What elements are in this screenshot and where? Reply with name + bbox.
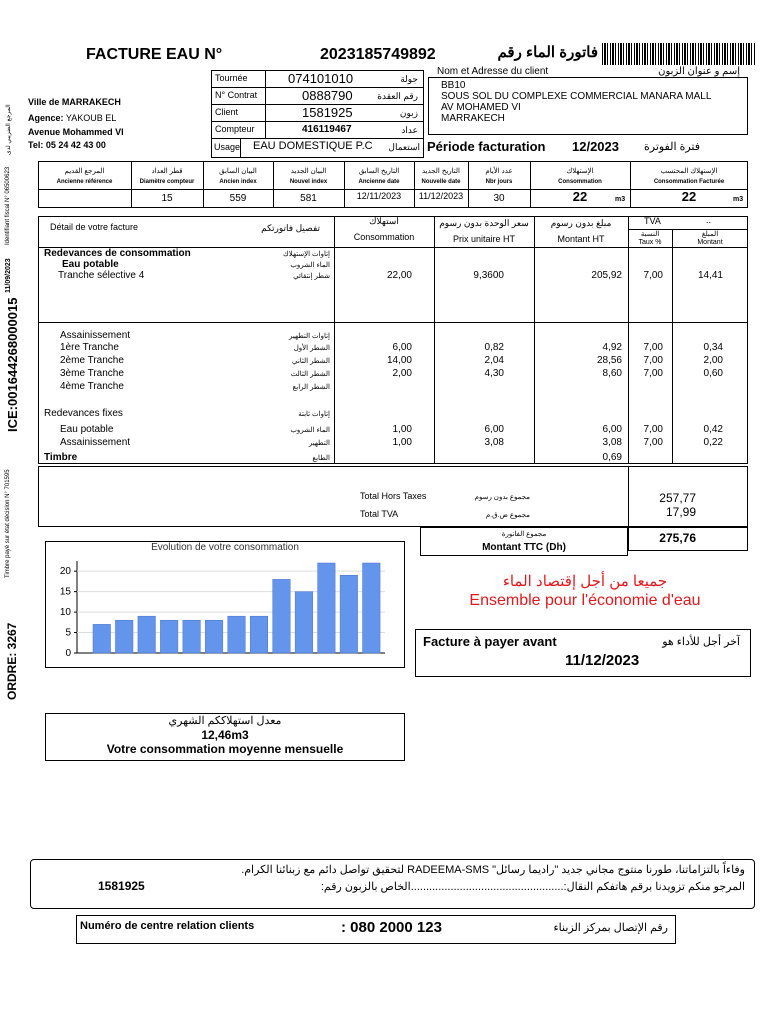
detail-cons: 2,00 [392,368,412,379]
vertical-date: 11/09/2023 [5,258,12,293]
meter-header-ar: التاريخ الجديد [421,168,460,175]
meter-header-fr: Consommation [558,179,602,185]
detail-row-label-ar: إتاوات الإستهلاك [283,251,330,258]
field-value-contrat: 0888790 [302,88,353,103]
average-ar: معدل استهلاككم الشهري [168,715,282,727]
detail-row-label-ar: الماء الشروب [290,427,330,434]
chart-bar [250,616,268,653]
detail-cons: 1,00 [392,424,412,435]
meter-header-ar: قطر العداد [151,168,183,175]
client-address-line: AV MOHAMED VI [441,102,521,113]
agency-tel: Tel: 05 24 42 43 00 [28,140,106,150]
meter-header-fr: Nouvel index [289,179,328,185]
chart-bar [205,620,223,653]
sms-client-number: 1581925 [98,879,145,893]
meter-header-fr: Consommation Facturée [653,179,725,185]
chart-y-tick-label: 15 [59,586,71,598]
detail-amount-ht: 0,69 [602,452,622,463]
client-label: Nom et Adresse du client [437,66,549,77]
detail-row-label-ar: الطابع [312,455,330,462]
total-ht-value: 257,77 [659,491,696,505]
field-label-client: Client [215,107,239,117]
detail-unit-price: 2,04 [484,355,504,366]
detail-row-label-ar: الشطر الثاني [292,358,330,365]
meter-header-fr: Ancienne référence [56,179,113,185]
sms-line1: وفاءاً بالتزاماتنا، طورنا منتوج مجاني جديد "راديما رسائل" RADEEMA-SMS لتحقيق تواصل دائم مع زبنائنا الكرام. [241,864,745,876]
meter-value: 15 [161,193,173,204]
meter-value: 22 [572,189,588,204]
meter-header-fr: Nouvelle date [421,179,461,185]
detail-tva-rate: 7,00 [643,424,663,435]
detail-unit-price: 9,3600 [473,270,504,281]
col-mht-ar: مبلغ بدون رسوم [550,218,612,228]
detail-header: Détail de votre facture [50,222,139,232]
meter-header-ar: المرجع القديم [64,168,105,175]
total-ht-label: Total Hors Taxes [360,491,427,501]
detail-row-label: Assainissement [60,330,131,341]
field-value-compteur: 416119467 [302,124,352,135]
col-pu-fr: Prix unitaire HT [452,234,515,244]
detail-amount-ht: 8,60 [602,368,622,379]
client-address-line: SOUS SOL DU COMPLEXE COMMERCIAL MANARA MALL [441,91,712,102]
detail-tva-amount: 0,42 [703,424,723,435]
detail-unit-price: 3,08 [484,437,504,448]
detail-header-ar: تفصيل فاتورتكم [261,223,320,233]
total-tva-value: 17,99 [665,505,696,519]
contact-label: Numéro de centre relation clients [80,920,255,932]
detail-row-label: Assainissement [60,437,131,448]
detail-amount-ht: 28,56 [596,355,622,366]
average-value: 12,46m3 [201,728,249,742]
chart-bar [273,579,291,653]
average-label: Votre consommation moyenne mensuelle [106,742,344,756]
detail-unit-price: 4,30 [484,368,504,379]
ttc-value: 275,76 [659,531,696,545]
meter-header-fr: Diamètre compteur [139,179,195,185]
detail-unit-price: 0,82 [484,342,504,353]
detail-row-label-ar: الشطر الرابع [292,384,330,391]
chart-bar [138,616,156,653]
chart-bar [295,592,313,653]
consumption-chart [45,553,405,667]
detail-tva-rate: 7,00 [643,437,663,448]
detail-row-label-ar: الشطر الثالث [290,371,330,378]
detail-cons: 14,00 [386,355,412,366]
invoice-number: 2023185749892 [320,46,436,63]
detail-row-label: Redevances de consommation [44,248,191,259]
detail-amount-ht: 6,00 [602,424,622,435]
chart-bar [160,620,178,653]
sms-line2: المرجو منكم تزويدنا برقم هاتفكم النقال:..................................................الخاص بالزبون رقم: [320,881,745,893]
total-tva-label-ar: مجموع ض.ق.م [485,512,530,519]
chart-y-tick-label: 5 [65,627,71,639]
meter-header-ar: البيان السابق [219,168,257,175]
chart-bar [228,616,246,653]
detail-cons: 6,00 [392,342,412,353]
detail-row-label: Redevances fixes [44,408,123,419]
col-taux-fr: Taux % [638,239,662,246]
detail-cons: 22,00 [386,270,412,281]
timbre-text: Timbre payé sur état décision N° 701595 [5,469,11,578]
agency [28,113,116,123]
field-value-client: 1581925 [302,105,353,120]
meter-header-ar: عدد الأيام [485,168,513,175]
chart-bar [93,624,111,653]
col-cons-fr: Consommation [353,232,415,242]
col-montant-fr: Montant [697,239,723,246]
due-label: Facture à payer avant [423,634,557,649]
chart-bar [340,575,358,653]
meter-value: 30 [493,193,505,204]
detail-unit-price: 6,00 [484,424,504,435]
detail-row-label: Timbre [44,452,78,463]
period-value: 12/2023 [572,139,619,154]
slogan-fr: Ensemble pour l'économie d'eau [469,592,701,609]
agency-label: Agence: [28,113,64,123]
client-label-ar: إسم و عنوان الزبون [658,66,740,77]
meter-unit: m3 [733,196,744,203]
ttc-label: Montant TTC (Dh) [482,542,566,553]
chart-title: Evolution de votre consommation [151,542,299,553]
field-ar-contrat: رقم العقدة [377,91,418,101]
city: Ville de MARRAKECH [28,97,121,107]
meter-value: 11/12/2023 [418,191,464,201]
col-cons-ar: استهلاك [369,216,399,226]
detail-tva-rate: 7,00 [643,368,663,379]
field-value-tournee: 074101010 [288,71,354,86]
period-label: Période facturation [427,139,546,154]
detail-amount-ht: 3,08 [602,437,622,448]
invoice-title-ar: فاتورة الماء رقم [497,44,598,61]
detail-tva-amount: 2,00 [703,355,723,366]
agency-name: YAKOUB EL [65,113,117,123]
chart-y-tick-label: 20 [59,566,71,578]
col-tva-dots: .. [706,215,712,225]
detail-tva-rate: 7,00 [643,355,663,366]
detail-row-label-ar: شطر إنتقائي [293,273,330,280]
field-value-usage: EAU DOMESTIQUE P.C [253,140,373,152]
detail-amount-ht: 4,92 [602,342,622,353]
client-address-line: BB10 [441,80,466,91]
detail-tva-rate: 7,00 [643,270,663,281]
detail-tva-rate: 7,00 [643,342,663,353]
chart-bar [318,563,336,653]
meter-header-ar: الإستهلاك المحتسب [660,168,718,175]
detail-tva-amount: 0,22 [703,437,723,448]
detail-row-label-ar: التطهير [308,440,330,447]
total-ht-label-ar: مجموع بدون رسوم [474,494,530,501]
contact-number: : 080 2000 123 [341,919,442,936]
chart-bar [183,620,201,653]
side-ar-text: المرجع الضريبي لدى [6,104,12,155]
detail-row-label: 2ème Tranche [60,355,124,366]
detail-tva-amount: 0,60 [703,368,723,379]
invoice-title: FACTURE EAU N° [86,46,223,63]
field-label-contrat: N° Contrat [215,90,258,100]
meter-header-ar: الإستهلاك [566,168,594,175]
meter-value: 559 [229,193,247,204]
slogan-ar: جميعا من أجل إقتصاد الماء [502,573,668,590]
detail-tva-amount: 14,41 [697,270,723,281]
meter-value: 22 [681,189,697,204]
meter-value: 12/11/2023 [356,191,402,201]
field-ar-usage: استعمال [388,142,420,152]
due-date: 11/12/2023 [565,652,640,669]
meter-header-fr: Nbr jours [485,179,513,185]
meter-value: 581 [300,193,317,204]
field-ar-tournee: جولة [400,74,418,84]
fiscal-id: Identifiant fiscal N° 06500623 [5,166,11,245]
contact-label-ar: رقم الإتصال بمركز الزبناء [553,922,668,934]
chart-bar [363,563,381,653]
meter-header-fr: Ancienne date [358,179,400,185]
period-label-ar: فترة الفوترة [643,141,700,153]
detail-row-label: 1ère Tranche [60,342,119,353]
chart-y-tick-label: 0 [65,648,71,659]
detail-row-label-ar: إتاوات التطهير [288,333,330,340]
client-address-line: MARRAKECH [441,113,505,124]
col-montant-ar: المبلغ [701,231,719,238]
col-pu-ar: سعر الوحدة بدون رسوم [439,218,529,228]
field-ar-client: زبون [399,108,418,118]
detail-tva-amount: 0,34 [703,342,723,353]
ice-number: ICE:001644268000015 [5,297,20,432]
col-tva: TVA [644,216,661,226]
field-label-tournee: Tournée [215,73,248,83]
ordre-number: ORDRE: 3267 [5,622,19,700]
col-taux-ar: النسبة [640,231,660,238]
detail-amount-ht: 205,92 [591,270,622,281]
field-ar-compteur: عداد [401,125,418,135]
agency-address: Avenue Mohammed VI [28,127,124,137]
col-mht-fr: Montant HT [557,234,605,244]
meter-header-ar: التاريخ السابق [358,168,400,175]
meter-header-fr: Ancien index [219,179,257,185]
barcode [602,43,756,65]
total-tva-label: Total TVA [360,509,399,519]
chart-bar [115,620,133,653]
field-label-usage: Usage [214,142,241,152]
ttc-label-ar: مجموع الفاتورة [501,531,547,538]
meter-header-ar: البيان الجديد [290,168,327,175]
chart-y-tick-label: 10 [59,607,71,619]
detail-row-label: Eau potable [62,259,119,270]
detail-row-label: 3ème Tranche [60,368,124,379]
meter-unit: m3 [615,196,626,203]
detail-row-label: Eau potable [60,424,114,435]
detail-row-label: Tranche sélective 4 [58,270,145,281]
detail-cons: 1,00 [392,437,412,448]
field-label-compteur: Compteur [215,124,255,134]
detail-row-label-ar: الشطر الأول [293,345,330,352]
detail-row-label-ar: الماء الشروب [290,262,330,269]
due-label-ar: آخر أجل للأداء هو [662,636,740,648]
detail-row-label: 4ème Tranche [60,381,124,392]
client-address [441,80,711,124]
detail-row-label-ar: إتاوات ثابتة [298,411,330,418]
